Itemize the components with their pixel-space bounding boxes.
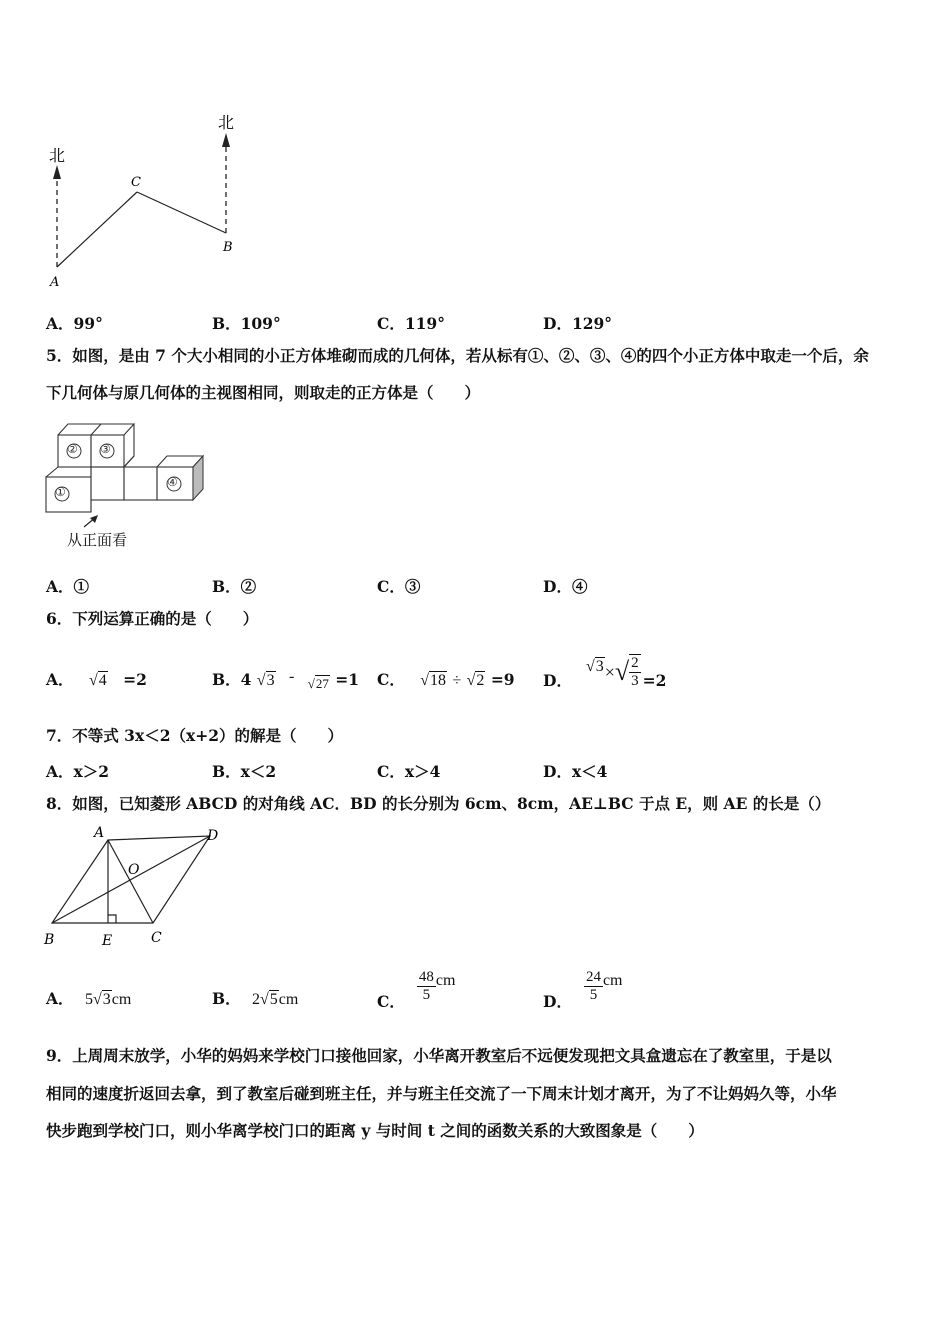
north-label-right: 北 <box>218 113 235 132</box>
q8-b-sqrt: √5 <box>260 991 278 1008</box>
q4-option-b[interactable]: B．109° <box>212 314 281 333</box>
segment-cb <box>137 192 226 233</box>
q6-c-radicand2: 2 <box>476 672 485 689</box>
q7-option-c[interactable]: C．x＞4 <box>377 762 441 781</box>
q6-d-fraction <box>629 654 641 690</box>
q8-b-unit: cm <box>278 991 299 1008</box>
cube-label-4: ④ <box>167 475 178 489</box>
fig8-label-d: D <box>207 828 219 844</box>
fig8-label-c: C <box>151 930 162 946</box>
q6-b-sqrt1: √3 <box>256 672 275 689</box>
q7-stem: 7．不等式 3x＜2（x+2）的解是（ ） <box>46 726 344 745</box>
q6-b-tail: =1 <box>335 670 360 689</box>
q6-d-radicand1: 3 <box>595 658 604 675</box>
q9-stem-line1: 9．上周周末放学，小华的妈妈来学校门口接他回家，小华离开教室后不远便发现把文具盒遗忘在了教室里，于是以 <box>46 1046 832 1065</box>
point-b-label: B <box>223 240 233 255</box>
q8-a-coef: 5 <box>84 991 93 1008</box>
q8-c-denominator: 5 <box>422 986 431 1003</box>
q6-a-sqrt: √4 <box>88 672 107 689</box>
q8-c-fraction <box>417 969 436 1004</box>
fig8-label-b: B <box>44 932 55 948</box>
q6-c-sqrt1: √18 <box>420 672 447 689</box>
q6-stem: 6．下列运算正确的是（ ） <box>46 609 259 628</box>
q6-c-label: C． <box>377 670 405 689</box>
q7-option-b[interactable]: B．x＜2 <box>212 762 277 781</box>
cube-label-2: ② <box>67 442 78 456</box>
q8-d-numerator: 24 <box>585 968 601 985</box>
fig8-label-e: E <box>102 933 113 949</box>
q4-option-a[interactable]: A．99° <box>46 314 103 333</box>
q9-stem-line3: 快步跑到学校门口，则小华离学校门口的距离 y 与时间 t 之间的函数关系的大致图象是（ ） <box>46 1121 704 1140</box>
q8-stem: 8．如图，已知菱形 ABCD 的对角线 AC．BD 的长分别为 6cm、8cm，AE⊥BC 于点 E，则 AE 的长是（） <box>46 794 831 813</box>
q5-option-d[interactable]: D．④ <box>543 577 588 596</box>
q6-option-c[interactable] <box>377 668 515 690</box>
q8-d-fraction <box>584 969 603 1004</box>
q4-option-c[interactable]: C．119° <box>377 314 445 333</box>
q8-a-sqrt: √3 <box>92 991 111 1008</box>
q5-stem-line2: 下几何体与原几何体的主视图相同，则取走的正方体是（ ） <box>46 383 481 402</box>
q8-c-numerator: 48 <box>418 968 434 985</box>
q8-a-unit: cm <box>111 991 132 1008</box>
q8-option-b[interactable] <box>212 987 298 1009</box>
q6-c-tail: =9 <box>490 670 515 689</box>
point-c-label: C <box>131 175 141 190</box>
q8-d-label: D． <box>543 992 572 1011</box>
q8-option-c[interactable] <box>377 960 455 1012</box>
q6-option-a[interactable] <box>46 668 147 690</box>
point-a-label: A <box>50 275 60 290</box>
q6-d-denominator: 3 <box>631 673 639 689</box>
q5-stem-line1: 5．如图，是由 7 个大小相同的小正方体堆砌而成的几何体，若从标有①、②、③、④的四个小正方体中取走一个后，余 <box>46 346 869 365</box>
cube-label-1: ① <box>55 485 66 499</box>
q6-c-radicand1: 18 <box>430 672 447 689</box>
north-label-left: 北 <box>49 146 66 165</box>
fig8-label-o: O <box>128 862 140 878</box>
q8-option-d[interactable] <box>543 960 623 1012</box>
q4-direction-figure <box>40 105 250 295</box>
q8-b-coef: 2 <box>252 991 261 1008</box>
q6-c-sqrt2: √2 <box>466 672 485 689</box>
q6-b-radicand1: 3 <box>266 672 275 689</box>
q8-d-unit: cm <box>602 972 623 989</box>
q8-a-label: A． <box>46 989 74 1008</box>
q6-b-sqrt2: √27 <box>307 676 329 691</box>
q6-option-b[interactable] <box>212 668 359 690</box>
right-angle-mark <box>108 915 116 923</box>
diagonal-ac <box>108 840 153 923</box>
q5-option-c[interactable]: C．③ <box>377 577 421 596</box>
segment-ac <box>57 192 137 267</box>
q6-b-radicand2: 27 <box>315 676 329 691</box>
q7-option-a[interactable]: A．x＞2 <box>46 762 110 781</box>
q6-a-label: A． <box>46 670 74 689</box>
q5-option-b[interactable]: B．② <box>212 577 257 596</box>
q8-b-radicand: 5 <box>269 991 278 1008</box>
q6-c-div: ÷ <box>452 672 462 689</box>
q4-option-d[interactable]: D．129° <box>543 314 613 333</box>
q6-d-tail: =2 <box>642 670 667 690</box>
cube-label-3: ③ <box>100 442 111 456</box>
q7-option-d[interactable]: D．x＜4 <box>543 762 608 781</box>
q8-b-label: B． <box>212 989 241 1008</box>
q5-option-a[interactable]: A．① <box>46 577 90 596</box>
q8-d-denominator: 5 <box>589 986 598 1003</box>
q9-stem-line2: 相同的速度折返回去拿，到了教室后碰到班主任，并与班主任交流了一下周末计划才离开，为了不让妈妈久等，小华 <box>46 1084 837 1103</box>
q6-b-minus: - <box>288 668 295 685</box>
q8-c-label: C． <box>377 992 405 1011</box>
view-caption: 从正面看 <box>67 531 128 549</box>
q8-rhombus-figure <box>40 822 230 952</box>
diagonal-bd <box>52 836 210 923</box>
q6-b-label: B．4 <box>212 670 252 689</box>
q8-c-unit: cm <box>435 972 456 989</box>
q6-a-radicand: 4 <box>98 672 107 689</box>
q8-a-radicand: 3 <box>102 991 111 1008</box>
q6-d-times: × <box>604 661 615 682</box>
q6-d-numerator: 2 <box>631 655 639 671</box>
fig8-label-a: A <box>94 825 105 841</box>
q6-d-sqrt1: √3 <box>585 658 604 675</box>
north-arrow-a <box>53 165 61 179</box>
q6-d-sqrt2: √ <box>614 657 630 686</box>
north-arrow-b <box>222 133 230 147</box>
q6-a-tail: =2 <box>123 670 147 689</box>
q6-option-d[interactable] <box>543 652 666 692</box>
q8-option-a[interactable] <box>46 987 131 1009</box>
q6-d-label: D． <box>543 671 572 690</box>
